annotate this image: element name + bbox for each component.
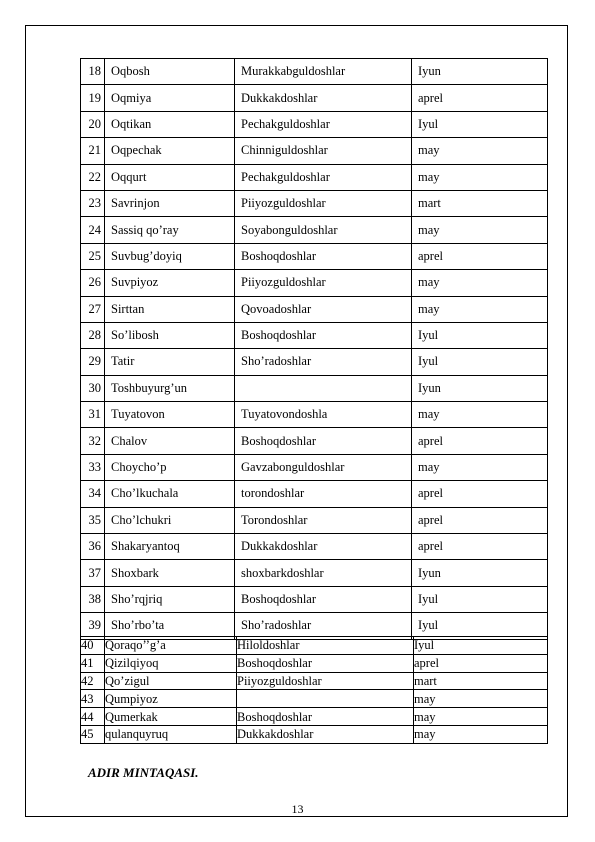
plant-name-cell: Qumerkak: [105, 708, 237, 726]
row-number-cell: 41: [81, 654, 105, 672]
plant-name-cell: Oqbosh: [105, 59, 235, 85]
plant-name-cell: Suvbug’doyiq: [105, 243, 235, 269]
row-number-cell: 18: [81, 59, 105, 85]
row-number-cell: 30: [81, 375, 105, 401]
table-row: [81, 217, 548, 243]
plant-family-cell: Pechakguldoshlar: [235, 164, 412, 190]
plant-name-cell: Suvpiyoz: [105, 270, 235, 296]
plant-family-cell: Dukkakdoshlar: [237, 725, 414, 743]
plants-table-lower: [80, 636, 548, 744]
plant-family-cell: Boshoqdoshlar: [235, 322, 412, 348]
plant-name-cell: Savrinjon: [105, 190, 235, 216]
plant-name-cell: qulanquyruq: [105, 725, 237, 743]
plant-family-cell: shoxbarkdoshlar: [235, 560, 412, 586]
plant-name-cell: Qoraqo’’g’a: [105, 637, 237, 655]
table-row: [81, 296, 548, 322]
table-row: [81, 534, 548, 560]
row-number-cell: 26: [81, 270, 105, 296]
table-row: [81, 586, 548, 612]
flowering-month-cell: Iyun: [412, 560, 548, 586]
row-number-cell: 38: [81, 586, 105, 612]
plant-family-cell: Pechakguldoshlar: [235, 111, 412, 137]
row-number-cell: 31: [81, 402, 105, 428]
plant-family-cell: Boshoqdoshlar: [237, 708, 414, 726]
flowering-month-cell: may: [412, 138, 548, 164]
plant-name-cell: Shakaryantoq: [105, 534, 235, 560]
table-row: [81, 190, 548, 216]
plant-name-cell: Tatir: [105, 349, 235, 375]
table-row: [81, 725, 548, 743]
section-title: ADIR MINTAQASI.: [88, 765, 199, 780]
plant-family-cell: Sho’radoshlar: [235, 613, 412, 639]
plant-name-cell: Choycho’p: [105, 454, 235, 480]
row-number-cell: 27: [81, 296, 105, 322]
flowering-month-cell: aprel: [412, 428, 548, 454]
plant-name-cell: Sho’rbo’ta: [105, 613, 235, 639]
row-number-cell: 20: [81, 111, 105, 137]
flowering-month-cell: aprel: [412, 85, 548, 111]
table-row: [81, 708, 548, 726]
flowering-month-cell: aprel: [412, 243, 548, 269]
table-row: [81, 270, 548, 296]
flowering-month-cell: may: [414, 690, 548, 708]
table-row: [81, 654, 548, 672]
plant-name-cell: Qizilqiyoq: [105, 654, 237, 672]
row-number-cell: 22: [81, 164, 105, 190]
flowering-month-cell: Iyul: [412, 322, 548, 348]
plant-family-cell: Qovoadoshlar: [235, 296, 412, 322]
plant-family-cell: Tuyatovondoshla: [235, 402, 412, 428]
plant-name-cell: Tuyatovon: [105, 402, 235, 428]
table-row: [81, 560, 548, 586]
row-number-cell: 19: [81, 85, 105, 111]
row-number-cell: 23: [81, 190, 105, 216]
row-number-cell: 33: [81, 454, 105, 480]
flowering-month-cell: may: [412, 270, 548, 296]
flowering-month-cell: aprel: [412, 534, 548, 560]
table-row: [81, 454, 548, 480]
table-row: [81, 690, 548, 708]
flowering-month-cell: may: [412, 402, 548, 428]
plant-name-cell: Qo’zigul: [105, 672, 237, 690]
flowering-month-cell: may: [412, 217, 548, 243]
plant-name-cell: Toshbuyurg’un: [105, 375, 235, 401]
flowering-month-cell: Iyul: [412, 111, 548, 137]
plant-name-cell: Chalov: [105, 428, 235, 454]
plant-name-cell: Cho’lkuchala: [105, 481, 235, 507]
plant-family-cell: Sho’radoshlar: [235, 349, 412, 375]
plant-family-cell: torondoshlar: [235, 481, 412, 507]
plant-family-cell: Piiyozguldoshlar: [235, 270, 412, 296]
row-number-cell: 32: [81, 428, 105, 454]
table-row: [81, 428, 548, 454]
plant-family-cell: Murakkabguldoshlar: [235, 59, 412, 85]
plant-family-cell: Soyabonguldoshlar: [235, 217, 412, 243]
flowering-month-cell: Iyul: [412, 586, 548, 612]
plant-family-cell: Boshoqdoshlar: [235, 428, 412, 454]
row-number-cell: 42: [81, 672, 105, 690]
table-row: [81, 111, 548, 137]
row-number-cell: 40: [81, 637, 105, 655]
plant-name-cell: Qumpiyoz: [105, 690, 237, 708]
table-row: [81, 322, 548, 348]
plant-family-cell: [237, 690, 414, 708]
plant-name-cell: Oqqurt: [105, 164, 235, 190]
table-row: [81, 59, 548, 85]
plant-family-cell: Dukkakdoshlar: [235, 85, 412, 111]
plant-family-cell: Boshoqdoshlar: [235, 586, 412, 612]
plant-family-cell: Piiyozguldoshlar: [237, 672, 414, 690]
plant-name-cell: Oqpechak: [105, 138, 235, 164]
table-row: [81, 243, 548, 269]
row-number-cell: 21: [81, 138, 105, 164]
plant-name-cell: Shoxbark: [105, 560, 235, 586]
flowering-month-cell: mart: [414, 672, 548, 690]
row-number-cell: 45: [81, 725, 105, 743]
plant-family-cell: Piiyozguldoshlar: [235, 190, 412, 216]
plant-name-cell: Oqtikan: [105, 111, 235, 137]
flowering-month-cell: may: [412, 296, 548, 322]
row-number-cell: 24: [81, 217, 105, 243]
plant-family-cell: Boshoqdoshlar: [237, 654, 414, 672]
plant-name-cell: Cho’lchukri: [105, 507, 235, 533]
row-number-cell: 28: [81, 322, 105, 348]
plant-name-cell: Sirttan: [105, 296, 235, 322]
row-number-cell: 39: [81, 613, 105, 639]
flowering-month-cell: Iyun: [412, 59, 548, 85]
flowering-month-cell: may: [414, 725, 548, 743]
flowering-month-cell: aprel: [412, 481, 548, 507]
table-row: [81, 375, 548, 401]
plant-family-cell: Hiloldoshlar: [237, 637, 414, 655]
plant-name-cell: Sho’rqjriq: [105, 586, 235, 612]
plant-family-cell: Gavzabonguldoshlar: [235, 454, 412, 480]
flowering-month-cell: may: [414, 708, 548, 726]
plant-family-cell: Chinniguldoshlar: [235, 138, 412, 164]
row-number-cell: 44: [81, 708, 105, 726]
plant-family-cell: Torondoshlar: [235, 507, 412, 533]
table-row: [81, 138, 548, 164]
plant-name-cell: Sassiq qo’ray: [105, 217, 235, 243]
flowering-month-cell: aprel: [412, 507, 548, 533]
table-row: [81, 349, 548, 375]
flowering-month-cell: Iyul: [412, 613, 548, 639]
plant-family-cell: Boshoqdoshlar: [235, 243, 412, 269]
row-number-cell: 25: [81, 243, 105, 269]
row-number-cell: 34: [81, 481, 105, 507]
flowering-month-cell: Iyul: [412, 349, 548, 375]
flowering-month-cell: Iyul: [414, 637, 548, 655]
table-row: [81, 85, 548, 111]
row-number-cell: 36: [81, 534, 105, 560]
row-number-cell: 43: [81, 690, 105, 708]
flowering-month-cell: Iyun: [412, 375, 548, 401]
table-row: [81, 672, 548, 690]
row-number-cell: 37: [81, 560, 105, 586]
table-row: [81, 164, 548, 190]
flowering-month-cell: may: [412, 164, 548, 190]
page-number: 13: [291, 802, 304, 816]
table-row: [81, 481, 548, 507]
table-row: [81, 637, 548, 655]
row-number-cell: 29: [81, 349, 105, 375]
plant-name-cell: So’libosh: [105, 322, 235, 348]
flowering-month-cell: mart: [412, 190, 548, 216]
plant-family-cell: Dukkakdoshlar: [235, 534, 412, 560]
plant-family-cell: [235, 375, 412, 401]
table-row: [81, 507, 548, 533]
row-number-cell: 35: [81, 507, 105, 533]
table-row: [81, 402, 548, 428]
flowering-month-cell: aprel: [414, 654, 548, 672]
flowering-month-cell: may: [412, 454, 548, 480]
plant-name-cell: Oqmiya: [105, 85, 235, 111]
plants-table-upper: [80, 58, 548, 640]
